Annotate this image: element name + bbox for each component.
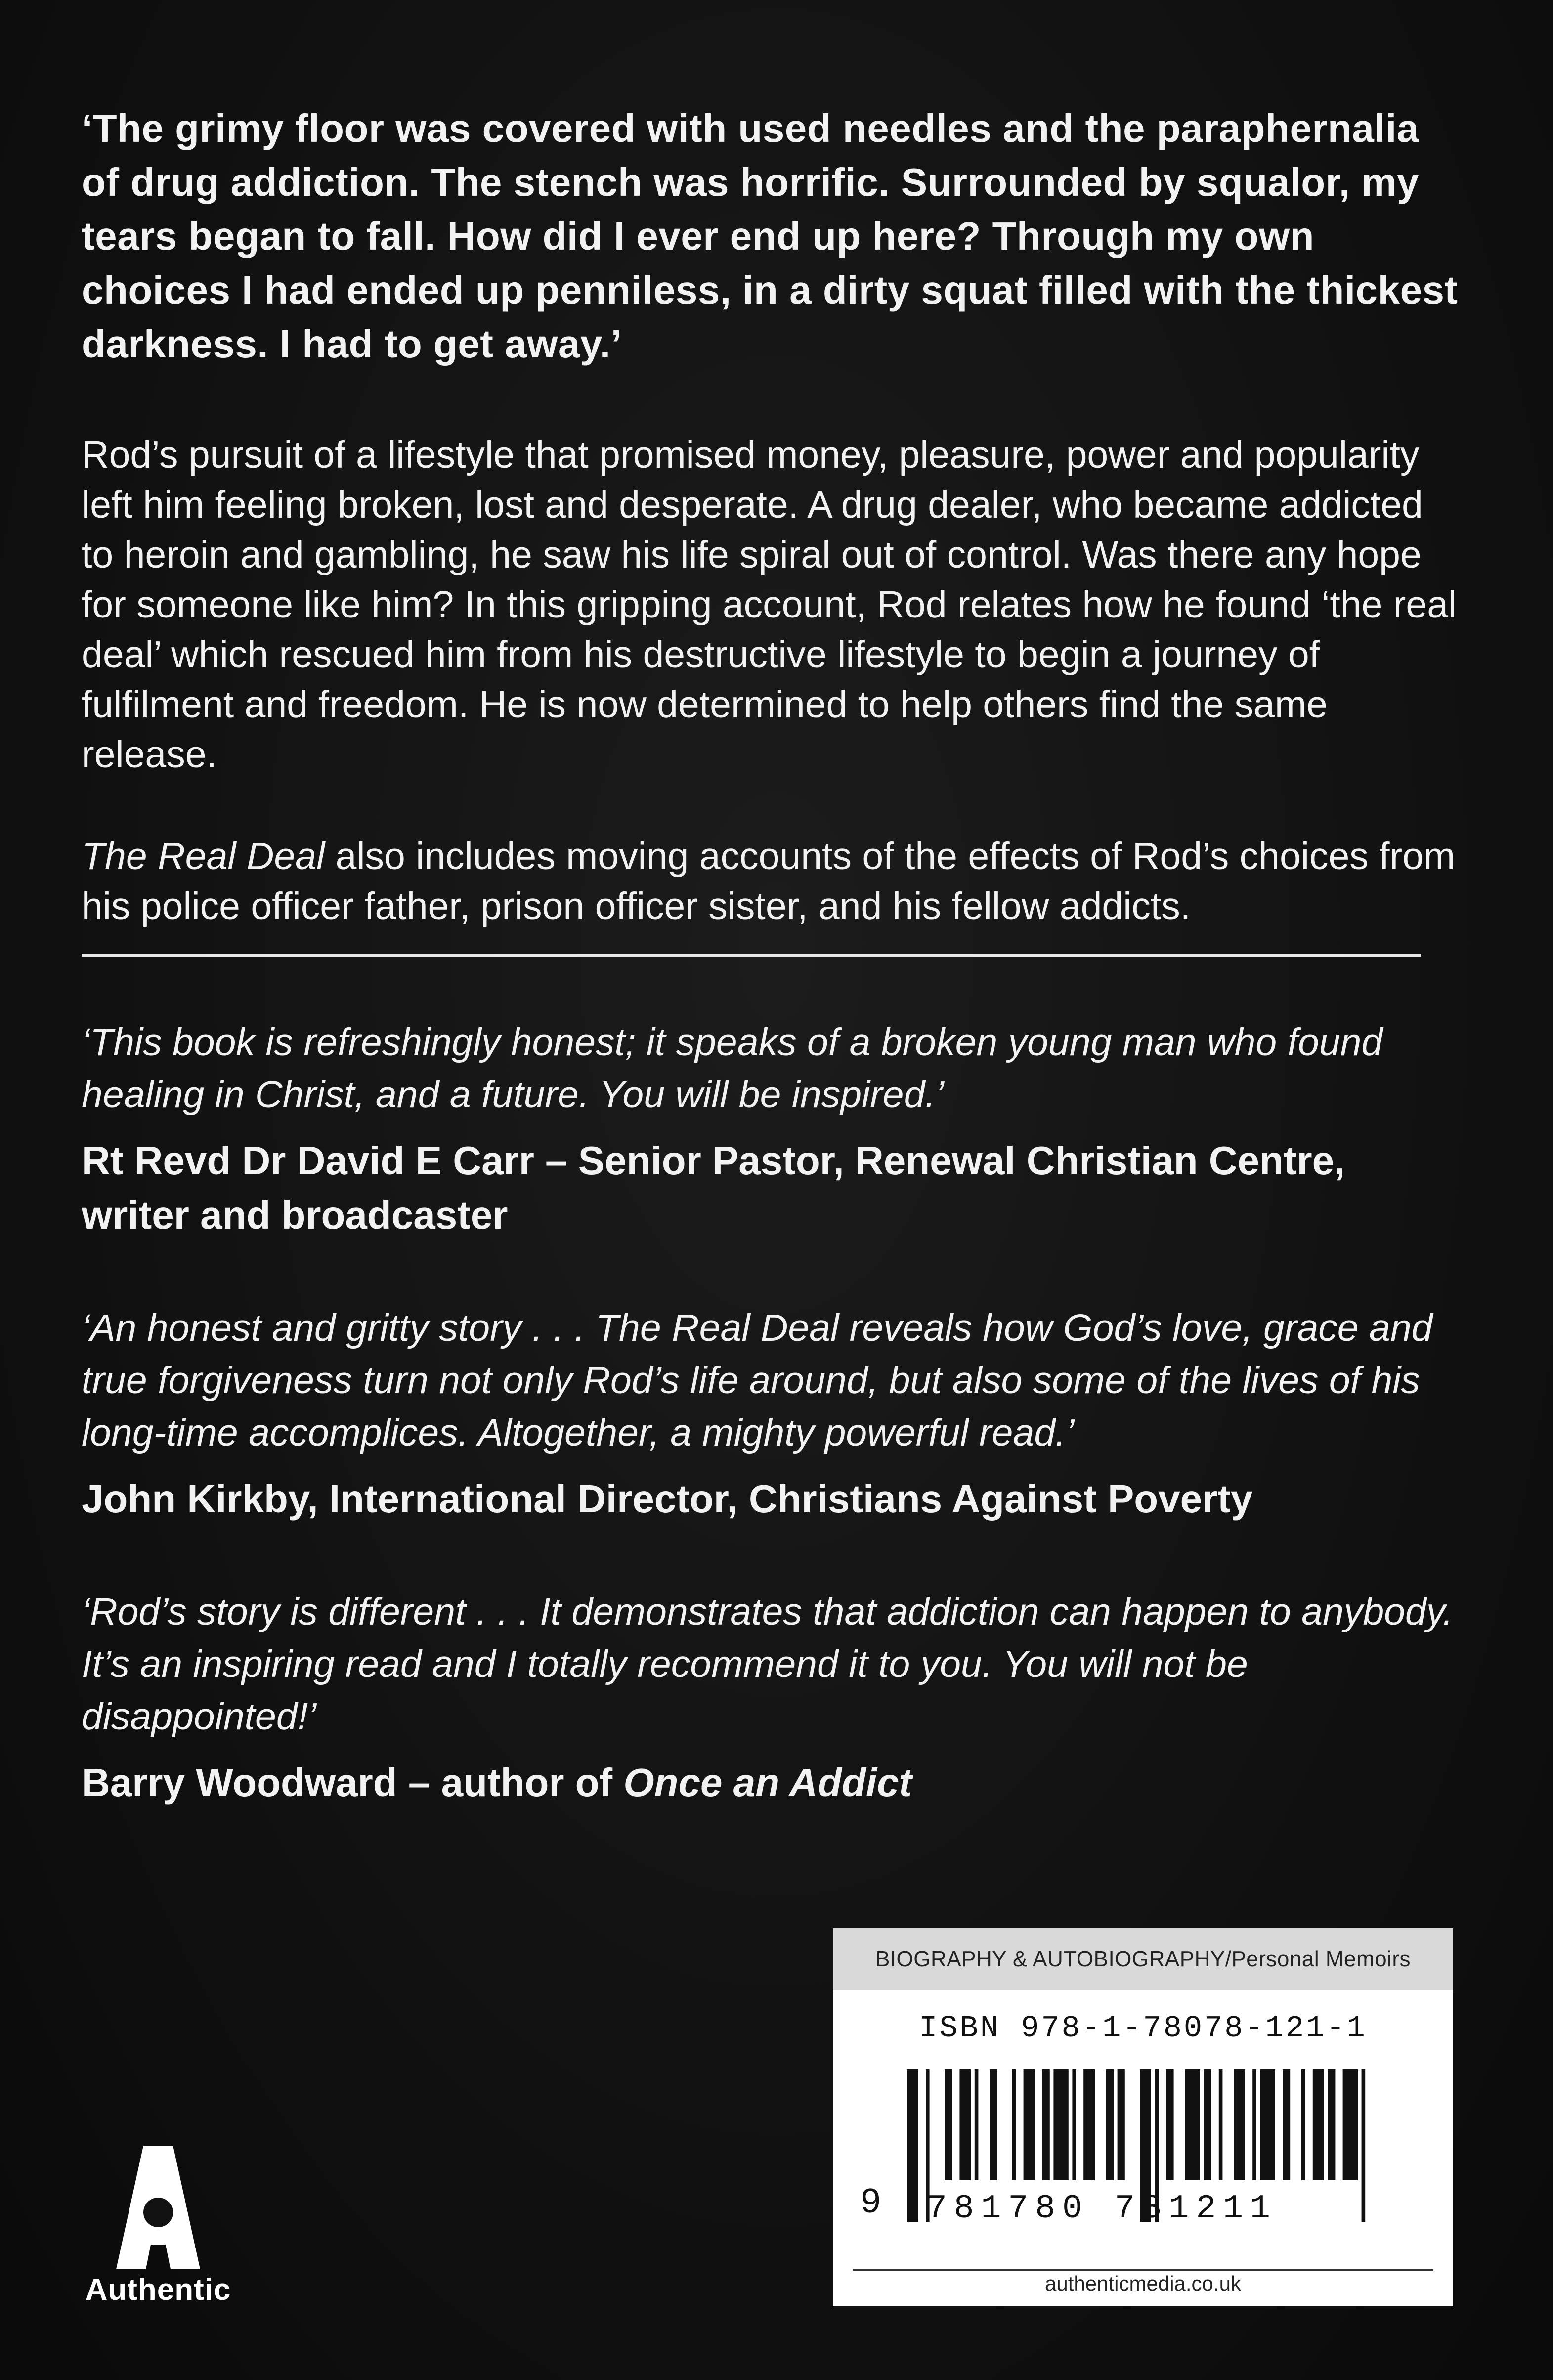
barcode-bar [907, 2069, 918, 2222]
barcode-bar [1053, 2069, 1068, 2180]
barcode-bar [945, 2069, 952, 2180]
barcode [860, 2069, 1401, 2228]
publisher-name: Authentic [85, 2273, 231, 2307]
barcode-bar [1301, 2069, 1305, 2180]
endorsement-attribution [82, 1756, 1461, 1810]
category-label: BIOGRAPHY & AUTOBIOGRAPHY/Personal Memoirs [833, 1928, 1453, 1990]
barcode-bar [990, 2069, 997, 2180]
barcode-bar [975, 2069, 979, 2180]
barcode-bar [1219, 2069, 1223, 2180]
endorsement-attribution: John Kirkby, International Director, Christians Against Poverty [82, 1477, 1253, 1521]
endorsement-attribution: Rt Revd Dr David E Carr – Senior Pastor, Renewal Christian Centre, writer and broadcaster [82, 1139, 1345, 1237]
barcode-digits-left: 781780 [927, 2190, 1089, 2228]
endorsement-quote: ‘This book is refreshingly honest; it speaks of a broken young man who found healing in Christ, and a future. You will be inspired.’ [82, 1021, 1383, 1116]
barcode-bar [1012, 2069, 1016, 2180]
barcode-bar [1072, 2069, 1076, 2180]
barcode-bar [1204, 2069, 1211, 2180]
barcode-bar [1118, 2069, 1125, 2180]
divider-line [853, 2269, 1433, 2271]
barcode-bar [1260, 2069, 1275, 2180]
book-title: The Real Deal [82, 835, 325, 878]
attribution-text: Barry Woodward – author of [82, 1761, 624, 1805]
cover-text-block [82, 101, 1461, 1869]
barcode-bar [1362, 2069, 1366, 2222]
synopsis-paragraph: Rod’s pursuit of a lifestyle that promised money, pleasure, power and popularity left him feeling broken, lost and desperate. A drug dealer, who became addicted to heroin and gambling, he saw his life spiral out of control. Was there any hope for someone like him? In this gripping account, Rod relates how he found ‘the real deal’ which rescued him from his destructive lifestyle to begin a journey of fulfilment and freedom. He is now determined to help others find the same release. [82, 434, 1457, 776]
barcode-bar [1185, 2069, 1200, 2180]
barcode-bar [1328, 2069, 1335, 2180]
barcode-lead-digit: 9 [860, 2183, 882, 2223]
barcode-bar [1234, 2069, 1245, 2180]
barcode-bar [1252, 2069, 1256, 2180]
barcode-bar [1343, 2069, 1358, 2180]
barcode-bar [1106, 2069, 1114, 2180]
endorsement-quote: ‘An honest and gritty story . . . The Real Deal reveals how God’s love, grace and true forgiveness turn not only Rod’s life around, but also some of the lives of his long-time accomplices. Altogether, a mighty powerful read.’ [82, 1307, 1433, 1454]
synopsis-paragraph-2-text: also includes moving accounts of the effects of Rod’s choices from his police officer father, prison officer sister, and his fellow addicts. [82, 835, 1456, 927]
authentic-a-icon [116, 2146, 200, 2269]
barcode-bar [1024, 2069, 1035, 2180]
barcode-bar [1166, 2069, 1173, 2180]
divider [82, 954, 1421, 957]
publisher-logo [84, 2146, 232, 2309]
barcode-bar [1042, 2069, 1050, 2180]
endorsement-quote: ‘Rod’s story is different . . . It demonstrates that addiction can happen to anybody. It’s an inspiring read and I totally recommend it to you. You will not be disappointed!’ [82, 1590, 1454, 1738]
barcode-bar [1313, 2069, 1324, 2180]
barcode-panel [833, 1928, 1453, 2306]
isbn-number: ISBN 978-1-78078-121-1 [919, 2011, 1367, 2046]
publisher-url: authenticmedia.co.uk [1045, 2272, 1241, 2295]
barcode-bar [959, 2069, 971, 2180]
barcode-bar [1083, 2069, 1095, 2180]
synopsis-paragraph-2 [82, 832, 1461, 931]
barcode-graphic [860, 2069, 1401, 2228]
lead-quote: ‘The grimy floor was covered with used needles and the paraphernalia of drug addiction. The stench was horrific. Surrounded by squalor, my tears began to fall. How did I ever end up here? Through my own choices I had ended up penniless, in a dirty squat filled with the thickest darkness. I had to get away.’ [82, 106, 1458, 366]
referenced-book-title: Once an Addict [623, 1761, 912, 1805]
barcode-bar [1283, 2069, 1290, 2180]
barcode-digits-right: 781211 [1115, 2190, 1277, 2228]
